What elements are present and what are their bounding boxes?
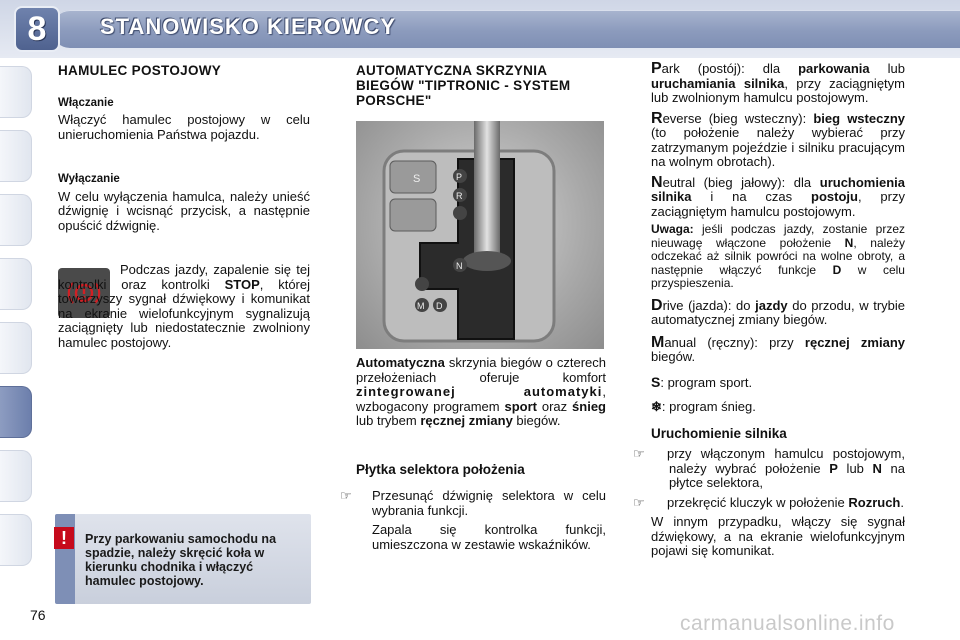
chapter-tab[interactable]: [0, 130, 32, 182]
page-title: STANOWISKO KIEROWCY: [100, 14, 397, 39]
start-bullet-1: ☞ przy włączonym hamulcu postojowym, należy wybrać położenie P lub N na płytce selektora,: [633, 446, 905, 490]
neutral-entry: Neutral (bieg jałowy): dla uruchomienia silnika i na czas postoju, przy zaciągniętym hamulcu postojowym.: [651, 173, 905, 219]
reverse-entry: Reverse (bieg wsteczny): bieg wsteczny (to położenie należy wybierać przy zatrzymanym pojeździe i silniku pracującym na wolnym obrotach).: [651, 109, 905, 169]
parking-brake-heading: HAMULEC POSTOJOWY: [58, 63, 222, 78]
neutral-note: Uwaga: jeśli podczas jazdy, zostanie przez nieuwagę włączone położenie N, należy odczekać aż silnik powróci na wolne obroty, a następnie włączyć funkcje D w celu przyspieszenia.: [651, 222, 905, 290]
chapter-tab[interactable]: [0, 450, 32, 502]
selector-note: Zapala się kontrolka funkcji, umieszczona w zestawie wskaźników.: [372, 522, 606, 552]
right-column: [633, 60, 905, 559]
chapter-tab[interactable]: [0, 322, 32, 374]
warning-text: Przy parkowaniu samochodu na spadzie, należy skręcić koła w kierunku chodnika i włączyć hamulec postojowy.: [85, 532, 277, 588]
lamp-description: [58, 263, 310, 350]
manual-entry: Manual (ręczny): przy ręcznej zmiany biegów.: [651, 333, 905, 364]
engage-text: Włączyć hamulec postojowy w celu unieruchomienia Państwa pojazdu.: [58, 112, 310, 142]
gearbox-intro: Automatyczna skrzynia biegów o czterech przełożeniach oferuje komfort zintegrowanej automatyki, wzbogacony programem sport oraz śnieg lub trybem ręcznej zmiany biegów. Płytka selektora położenia ☞ Przesunąć dźwignię selektora w celu wybrania funkcji. Zapala się kontrolka funkcji, umieszczona w zestawie wskaźników.: [340, 355, 606, 552]
stop-label: STOP: [224, 276, 260, 292]
lamp-text: Podczas jazdy, zapalenie się tej kontrolki oraz kontrolki: [58, 262, 310, 292]
release-text: W celu wyłączenia hamulca, należy unieść dźwignię i wcisnąć przycisk, a następnie opuścić dźwignię.: [58, 188, 310, 233]
engine-start-heading: Uruchomienie silnika: [651, 425, 787, 441]
warning-icon: !: [54, 527, 74, 549]
gear-p-label: P: [456, 172, 463, 182]
chapter-tabs: [0, 58, 34, 628]
left-column: [58, 64, 310, 233]
engage-heading: Włączanie: [58, 96, 114, 109]
gear-selector-photo: [356, 121, 604, 349]
gear-m-label: M: [417, 301, 425, 311]
middle-column: [356, 63, 606, 108]
gear-d-label: D: [436, 301, 443, 311]
park-entry: Park (postój): dla parkowania lub uruchamiania silnika, przy zaciągniętym lub zwolnionym hamulcu postojowym.: [651, 60, 905, 105]
gearbox-heading: AUTOMATYCZNA SKRZYNIA BIEGÓW "TIPTRONIC - SYSTEM PORSCHE": [356, 63, 571, 108]
pointing-hand-icon: ☞: [633, 446, 645, 461]
sport-entry: S: program sport.: [651, 373, 753, 390]
chapter-tab[interactable]: [0, 258, 32, 310]
chapter-tab[interactable]: [0, 66, 32, 118]
chapter-tab[interactable]: [0, 514, 32, 566]
chapter-tab-active[interactable]: [0, 386, 32, 438]
gear-r-label: R: [456, 191, 463, 201]
gear-s-label: S: [413, 173, 421, 185]
pointing-hand-icon: ☞: [340, 488, 352, 503]
chapter-number: 8: [14, 6, 60, 52]
page-number: 76: [30, 607, 46, 623]
snow-entry: ❄: program śnieg.: [651, 399, 756, 414]
selector-heading: Płytka selektora położenia: [356, 461, 525, 477]
chapter-tab[interactable]: [0, 194, 32, 246]
start-bullet-2: ☞ przekręcić kluczyk w położenie Rozruch.: [633, 494, 904, 510]
selector-bullet: ☞ Przesunąć dźwignię selektora w celu wybrania funkcji.: [340, 488, 606, 518]
gear-n-label: N: [456, 261, 463, 271]
start-text: W innym przypadku, włączy się sygnał dźwiękowy, a na ekranie wielofunkcyjnym pojawi się komunikat.: [651, 514, 905, 558]
pointing-hand-icon: ☞: [633, 494, 645, 510]
drive-entry: Drive (jazda): do jazdy do przodu, w trybie automatycznej zmiany biegów.: [651, 296, 905, 327]
lamp-text-end: , której towarzyszy sygnał dźwiękowy i komunikat na ekranie wielofunkcyjnym sygnalizują zaciągnięty lub niedostatecznie zwolniony hamulec postojowy.: [58, 276, 310, 350]
watermark: carmanualsonline.info: [680, 612, 895, 635]
release-heading: Wyłączanie: [58, 173, 120, 185]
snowflake-icon: ❄: [651, 399, 662, 414]
